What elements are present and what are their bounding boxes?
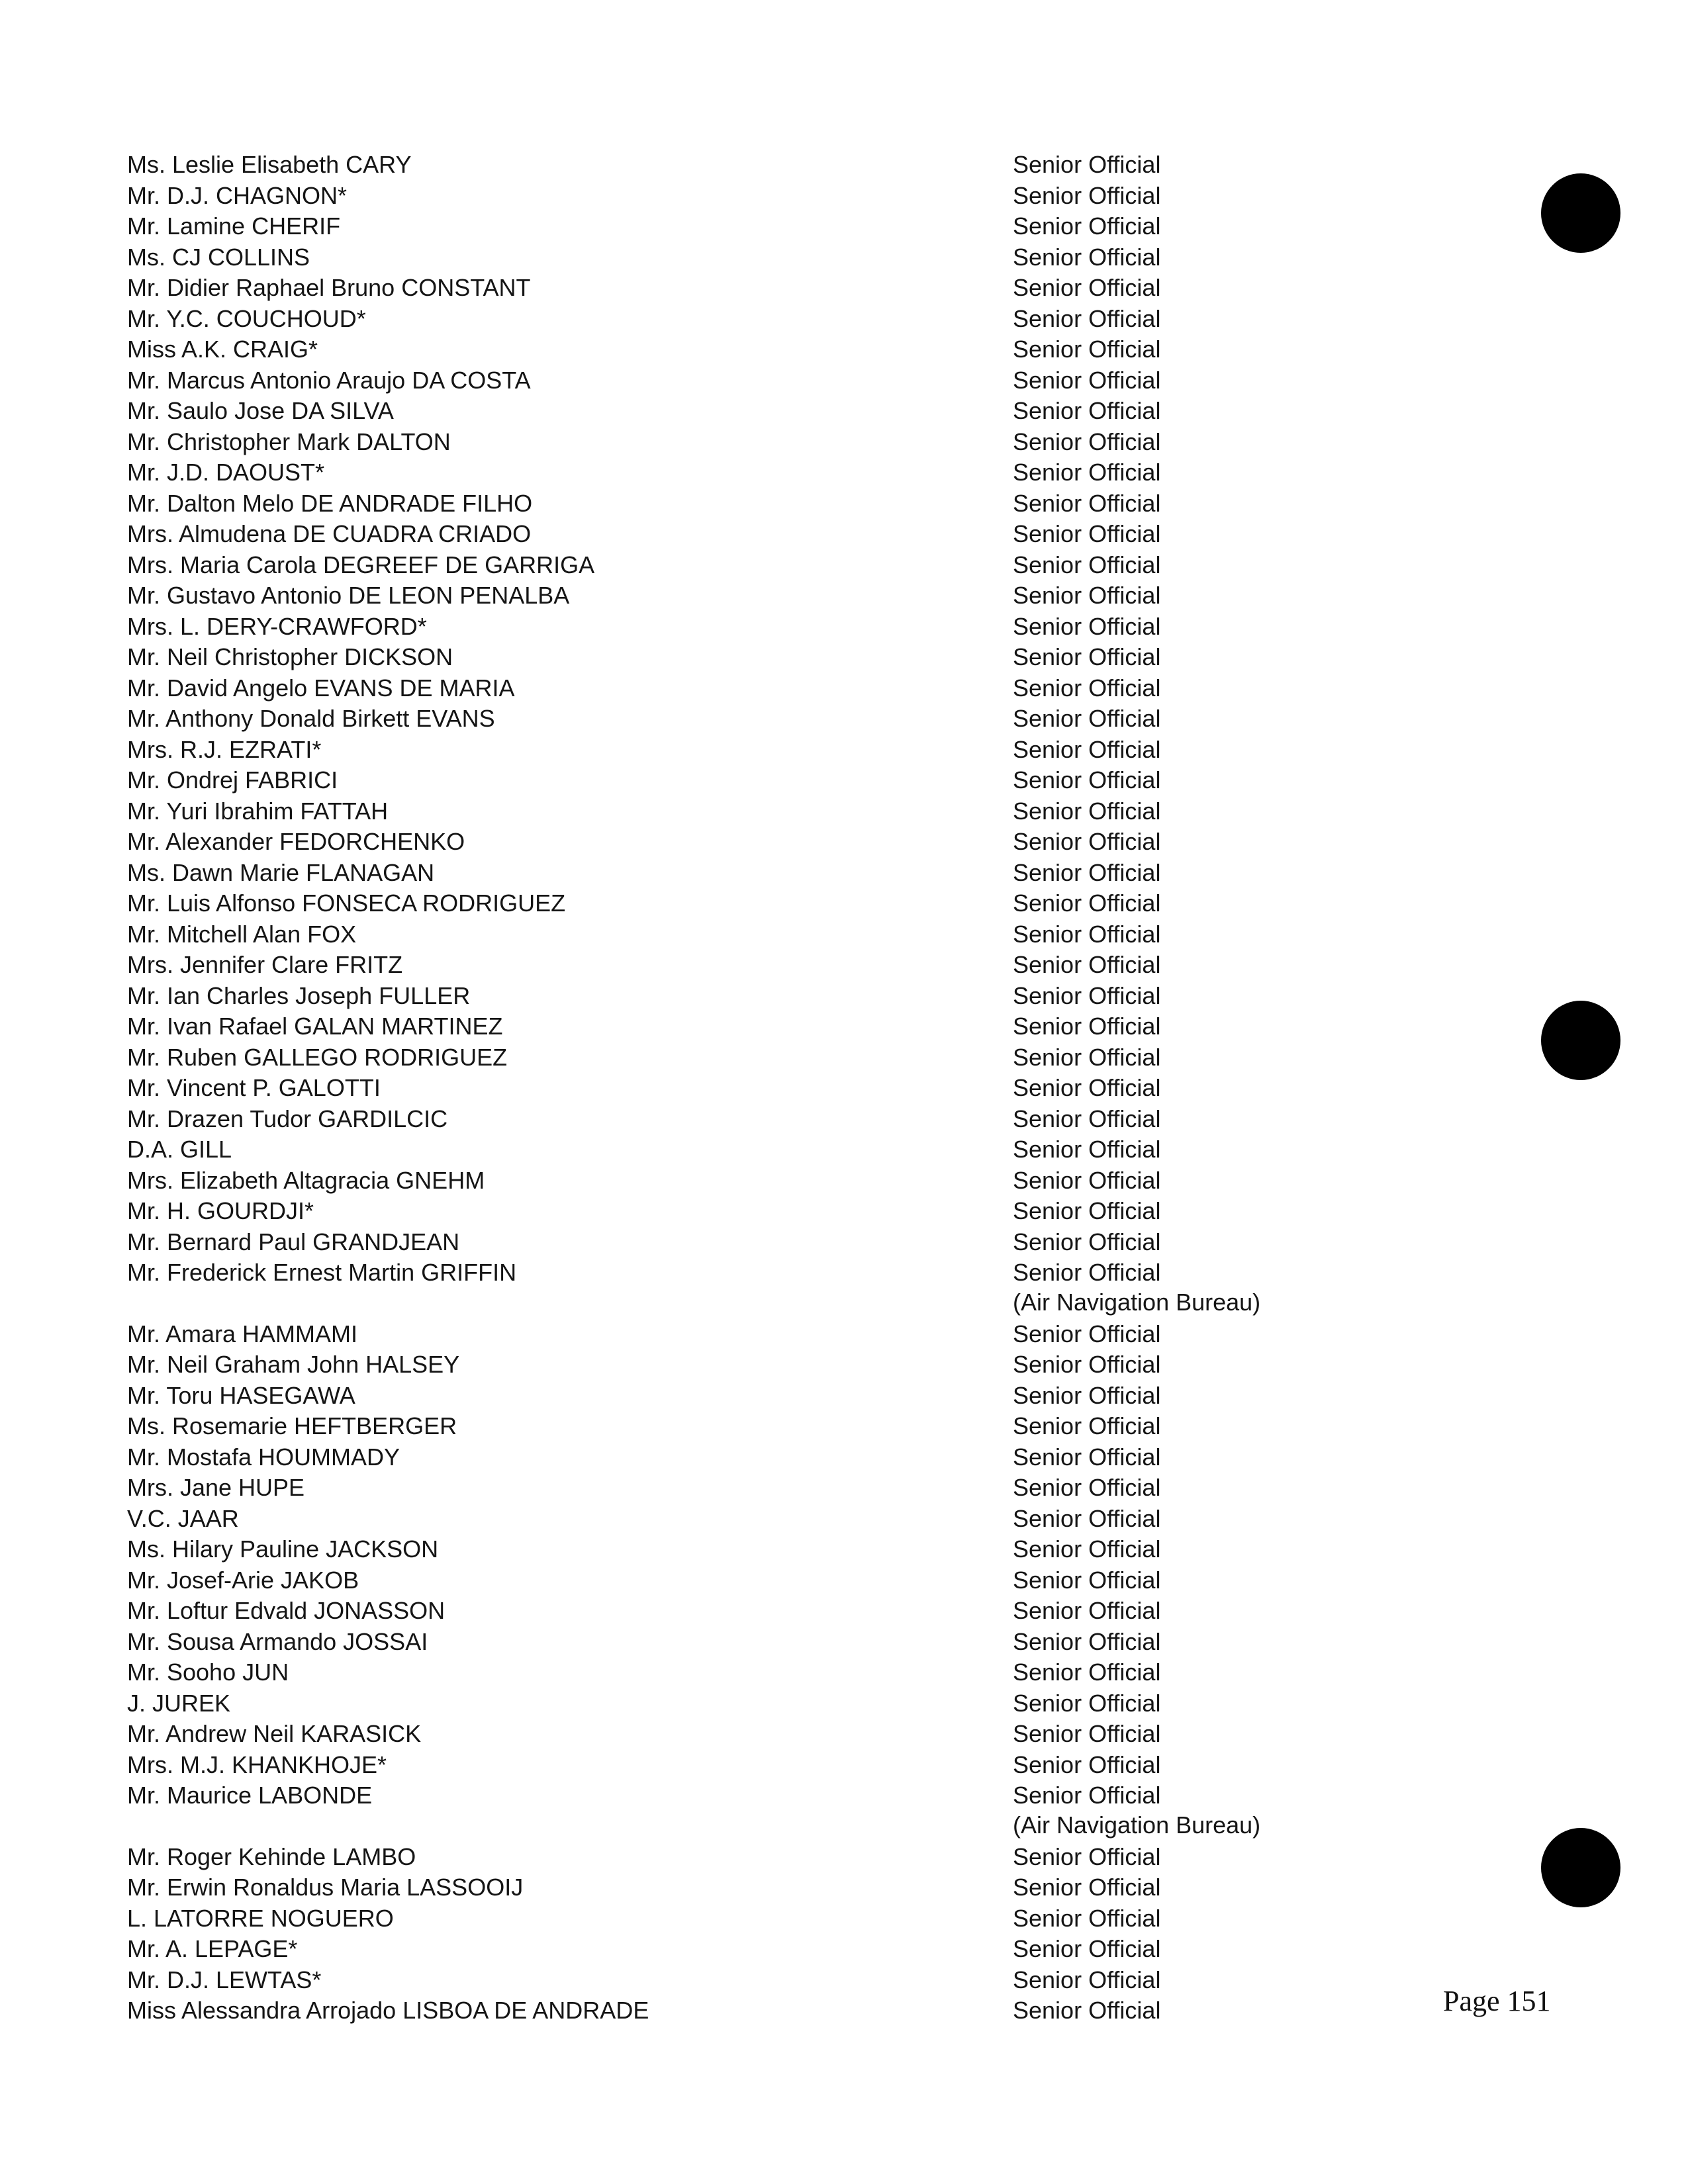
position-title: [1013, 1750, 1160, 1781]
position-title: [1013, 580, 1160, 612]
position-title-text: Senior Official: [1013, 1320, 1161, 1347]
person-name: Mr. Ruben GALLEGO RODRIGUEZ: [127, 1043, 508, 1071]
list-item: [127, 181, 1305, 212]
staff-list: [127, 150, 1305, 2026]
list-item: [127, 1442, 1305, 1473]
position-department: (Air Navigation Bureau): [1013, 1288, 1261, 1316]
position-title: [1013, 550, 1160, 581]
position-title: [1013, 1934, 1160, 1965]
list-item: [127, 1872, 1305, 1903]
person-name: Mr. Sooho JUN: [127, 1659, 289, 1686]
list-item: [127, 1196, 1305, 1227]
position-title-text: Senior Official: [1013, 1043, 1161, 1071]
list-item: [127, 488, 1305, 520]
list-item: [127, 1534, 1305, 1565]
person-name: Mr. Yuri Ibrahim FATTAH: [127, 797, 389, 825]
position-title-text: Senior Official: [1013, 1105, 1161, 1132]
person-name: Mr. D.J. CHAGNON*: [127, 181, 348, 209]
position-title-text: Senior Official: [1013, 1874, 1161, 1901]
list-item: [127, 1257, 1305, 1319]
position-title: [1013, 1872, 1160, 1903]
position-title: [1013, 765, 1160, 796]
list-item: [127, 396, 1305, 427]
position-title-text: Senior Official: [1013, 920, 1161, 948]
person-name: Mr. Mitchell Alan FOX: [127, 920, 357, 948]
position-title-text: Senior Official: [1013, 797, 1161, 825]
position-title-text: Senior Official: [1013, 1966, 1161, 1993]
person-name: Mrs. R.J. EZRATI*: [127, 735, 322, 763]
position-title: [1013, 181, 1160, 212]
list-item: [127, 1473, 1305, 1504]
position-title-text: Senior Official: [1013, 1504, 1161, 1532]
position-title-text: Senior Official: [1013, 1751, 1161, 1778]
list-item: [127, 1042, 1305, 1073]
person-name: Mrs. Jane HUPE: [127, 1474, 305, 1501]
list-item: [127, 858, 1305, 889]
position-title: [1013, 1780, 1260, 1842]
position-title: [1013, 334, 1160, 365]
person-name: Mr. Andrew Neil KARASICK: [127, 1720, 422, 1747]
position-title: [1013, 919, 1160, 950]
position-title-text: Senior Official: [1013, 336, 1161, 363]
person-name: Mr. Drazen Tudor GARDILCIC: [127, 1105, 448, 1132]
list-item: [127, 1965, 1305, 1996]
position-title-text: Senior Official: [1013, 981, 1161, 1009]
position-title-text: Senior Official: [1013, 1689, 1161, 1717]
list-item: [127, 1011, 1305, 1042]
position-title: [1013, 1995, 1160, 2026]
position-title: [1013, 488, 1160, 520]
position-title-text: Senior Official: [1013, 735, 1161, 763]
position-title: [1013, 1073, 1160, 1104]
position-title-text: Senior Official: [1013, 489, 1161, 517]
list-item: [127, 457, 1305, 488]
person-name: Mr. Dalton Melo DE ANDRADE FILHO: [127, 489, 533, 517]
person-name: Mr. Alexander FEDORCHENKO: [127, 828, 465, 855]
list-item: [127, 1934, 1305, 1965]
list-item: [127, 427, 1305, 458]
position-title: [1013, 1504, 1160, 1535]
position-title-text: Senior Official: [1013, 705, 1161, 732]
position-title: [1013, 1596, 1160, 1627]
position-title-text: Senior Official: [1013, 1259, 1161, 1286]
list-item: [127, 365, 1305, 396]
list-item: [127, 1134, 1305, 1165]
position-title-text: Senior Official: [1013, 951, 1161, 978]
list-item: [127, 1349, 1305, 1381]
position-title: [1013, 1965, 1160, 1996]
position-title-text: Senior Official: [1013, 1843, 1161, 1870]
list-item: [127, 334, 1305, 365]
person-name: Mr. Lamine CHERIF: [127, 212, 341, 240]
position-title-text: Senior Official: [1013, 274, 1161, 301]
position-title-text: Senior Official: [1013, 212, 1161, 240]
list-item: [127, 1688, 1305, 1719]
person-name: Mr. D.J. LEWTAS*: [127, 1966, 322, 1993]
person-name: D.A. GILL: [127, 1136, 232, 1163]
list-item: [127, 550, 1305, 581]
position-title-text: Senior Official: [1013, 1412, 1161, 1439]
position-title: [1013, 1349, 1160, 1381]
list-item: [127, 1411, 1305, 1442]
position-title-text: Senior Official: [1013, 397, 1161, 424]
position-title-text: Senior Official: [1013, 858, 1161, 886]
person-name: Miss Alessandra Arrojado LISBOA DE ANDRADE: [127, 1997, 649, 2024]
position-title: [1013, 888, 1160, 919]
binder-hole-top: [1541, 173, 1620, 253]
list-item: [127, 1504, 1305, 1535]
person-name: Mr. Neil Graham John HALSEY: [127, 1351, 460, 1378]
position-title-text: Senior Official: [1013, 181, 1161, 209]
person-name: Mrs. Elizabeth Altagracia GNEHM: [127, 1166, 485, 1194]
position-title: [1013, 1442, 1160, 1473]
position-title: [1013, 827, 1160, 858]
position-title-text: Senior Official: [1013, 1136, 1161, 1163]
list-item: [127, 704, 1305, 735]
list-item: [127, 642, 1305, 673]
position-title: [1013, 1903, 1160, 1934]
position-title-text: Senior Official: [1013, 1228, 1161, 1255]
person-name: Ms. CJ COLLINS: [127, 243, 310, 271]
list-item: [127, 1657, 1305, 1688]
position-title: [1013, 950, 1160, 981]
list-item: [127, 1381, 1305, 1412]
person-name: Mrs. Maria Carola DEGREEF DE GARRIGA: [127, 551, 595, 578]
position-title: [1013, 704, 1160, 735]
person-name: J. JUREK: [127, 1689, 231, 1717]
position-title-text: Senior Official: [1013, 828, 1161, 855]
position-title-text: Senior Official: [1013, 1535, 1161, 1563]
position-title: [1013, 273, 1160, 304]
person-name: Mr. Marcus Antonio Araujo DA COSTA: [127, 366, 531, 394]
person-name: Mrs. M.J. KHANKHOJE*: [127, 1751, 387, 1778]
position-title: [1013, 427, 1160, 458]
position-title: [1013, 1381, 1160, 1412]
position-title-text: Senior Official: [1013, 1443, 1161, 1471]
list-item: [127, 150, 1305, 181]
position-title: [1013, 1257, 1260, 1319]
person-name: Mrs. L. DERY-CRAWFORD*: [127, 612, 427, 640]
position-title: [1013, 1657, 1160, 1688]
list-item: [127, 1319, 1305, 1350]
position-title-text: Senior Official: [1013, 1381, 1161, 1409]
position-title-text: Senior Official: [1013, 151, 1161, 178]
position-title: [1013, 1196, 1160, 1227]
person-name: V.C. JAAR: [127, 1504, 239, 1532]
list-item: [127, 673, 1305, 704]
position-title-text: Senior Official: [1013, 1566, 1161, 1594]
person-name: Mr. Vincent P. GALOTTI: [127, 1074, 381, 1101]
person-name: Mr. Christopher Mark DALTON: [127, 428, 451, 455]
person-name: Ms. Rosemarie HEFTBERGER: [127, 1412, 457, 1439]
position-title: [1013, 519, 1160, 550]
list-item: [127, 888, 1305, 919]
person-name: Mr. Ondrej FABRICI: [127, 766, 338, 794]
position-title-text: Senior Official: [1013, 1474, 1161, 1501]
list-item: [127, 735, 1305, 766]
position-title: [1013, 1627, 1160, 1658]
position-title-text: Senior Official: [1013, 243, 1161, 271]
list-item: [127, 1903, 1305, 1934]
position-title-text: Senior Official: [1013, 366, 1161, 394]
person-name: Ms. Leslie Elisabeth CARY: [127, 151, 412, 178]
position-title: [1013, 735, 1160, 766]
position-title-text: Senior Official: [1013, 551, 1161, 578]
position-title: [1013, 457, 1160, 488]
person-name: Mr. Saulo Jose DA SILVA: [127, 397, 394, 424]
position-title-text: Senior Official: [1013, 1197, 1161, 1224]
position-title-text: Senior Official: [1013, 1166, 1161, 1194]
position-title: [1013, 981, 1160, 1012]
list-item: [127, 1750, 1305, 1781]
position-title: [1013, 1842, 1160, 1873]
binder-hole-middle: [1541, 1001, 1620, 1080]
list-item: [127, 981, 1305, 1012]
position-title-text: Senior Official: [1013, 1935, 1161, 1962]
position-title-text: Senior Official: [1013, 889, 1161, 917]
position-title: [1013, 1473, 1160, 1504]
person-name: Mr. Y.C. COUCHOUD*: [127, 304, 366, 332]
person-name: Mr. H. GOURDJI*: [127, 1197, 314, 1224]
person-name: Mrs. Jennifer Clare FRITZ: [127, 951, 403, 978]
position-title: [1013, 1319, 1160, 1350]
position-title: [1013, 242, 1160, 273]
position-title: [1013, 365, 1160, 396]
page-number: Page 151: [1443, 1985, 1551, 2017]
position-title: [1013, 1104, 1160, 1135]
person-name: Mr. Sousa Armando JOSSAI: [127, 1627, 428, 1655]
person-name: Mr. Ian Charles Joseph FULLER: [127, 981, 471, 1009]
person-name: Mr. Frederick Ernest Martin GRIFFIN: [127, 1259, 517, 1286]
list-item: [127, 950, 1305, 981]
position-title: [1013, 612, 1160, 643]
person-name: Ms. Dawn Marie FLANAGAN: [127, 858, 435, 886]
position-title-text: Senior Official: [1013, 459, 1161, 486]
person-name: Mr. Toru HASEGAWA: [127, 1381, 355, 1409]
list-item: [127, 796, 1305, 827]
position-title: [1013, 1534, 1160, 1565]
position-title-text: Senior Official: [1013, 1720, 1161, 1747]
person-name: Mr. David Angelo EVANS DE MARIA: [127, 674, 515, 702]
list-item: [127, 1596, 1305, 1627]
position-title-text: Senior Official: [1013, 428, 1161, 455]
person-name: Mr. Ivan Rafael GALAN MARTINEZ: [127, 1013, 503, 1040]
person-name: Mr. J.D. DAOUST*: [127, 459, 325, 486]
list-item: [127, 273, 1305, 304]
person-name: Mr. Amara HAMMAMI: [127, 1320, 358, 1347]
position-title: [1013, 1227, 1160, 1258]
person-name: Mr. Mostafa HOUMMADY: [127, 1443, 400, 1471]
list-item: [127, 1780, 1305, 1842]
position-title-text: Senior Official: [1013, 1782, 1161, 1809]
position-title: [1013, 858, 1160, 889]
person-name: L. LATORRE NOGUERO: [127, 1904, 394, 1932]
position-title-text: Senior Official: [1013, 304, 1161, 332]
position-title-text: Senior Official: [1013, 643, 1161, 670]
list-item: [127, 211, 1305, 242]
person-name: Mr. Erwin Ronaldus Maria LASSOOIJ: [127, 1874, 524, 1901]
list-item: [127, 827, 1305, 858]
position-title: [1013, 1411, 1160, 1442]
list-item: [127, 612, 1305, 643]
list-item: [127, 919, 1305, 950]
position-title-text: Senior Official: [1013, 1074, 1161, 1101]
position-title-text: Senior Official: [1013, 612, 1161, 640]
list-item: [127, 1995, 1305, 2026]
person-name: Mr. Loftur Edvald JONASSON: [127, 1597, 445, 1624]
position-title-text: Senior Official: [1013, 766, 1161, 794]
position-title: [1013, 673, 1160, 704]
position-title-text: Senior Official: [1013, 1904, 1161, 1932]
position-title: [1013, 396, 1160, 427]
person-name: Mr. Roger Kehinde LAMBO: [127, 1843, 416, 1870]
position-title: [1013, 1565, 1160, 1596]
list-item: [127, 519, 1305, 550]
position-department: (Air Navigation Bureau): [1013, 1811, 1261, 1839]
list-item: [127, 1719, 1305, 1750]
position-title: [1013, 1165, 1160, 1197]
position-title-text: Senior Official: [1013, 1597, 1161, 1624]
position-title: [1013, 642, 1160, 673]
position-title: [1013, 1134, 1160, 1165]
position-title: [1013, 1042, 1160, 1073]
position-title-text: Senior Official: [1013, 1997, 1161, 2024]
position-title: [1013, 304, 1160, 335]
person-name: Mrs. Almudena DE CUADRA CRIADO: [127, 520, 532, 547]
list-item: [127, 1104, 1305, 1135]
binder-hole-bottom: [1541, 1828, 1620, 1907]
list-item: [127, 242, 1305, 273]
position-title-text: Senior Official: [1013, 1627, 1161, 1655]
person-name: Mr. Neil Christopher DICKSON: [127, 643, 453, 670]
person-name: Miss A.K. CRAIG*: [127, 336, 318, 363]
list-item: [127, 580, 1305, 612]
position-title: [1013, 211, 1160, 242]
list-item: [127, 1227, 1305, 1258]
list-item: [127, 1165, 1305, 1197]
list-item: [127, 304, 1305, 335]
position-title-text: Senior Official: [1013, 1659, 1161, 1686]
list-item: [127, 1565, 1305, 1596]
position-title-text: Senior Official: [1013, 1013, 1161, 1040]
person-name: Mr. Luis Alfonso FONSECA RODRIGUEZ: [127, 889, 566, 917]
position-title-text: Senior Official: [1013, 582, 1161, 609]
position-title-text: Senior Official: [1013, 674, 1161, 702]
position-title: [1013, 1688, 1160, 1719]
person-name: Mr. A. LEPAGE*: [127, 1935, 298, 1962]
position-title-text: Senior Official: [1013, 520, 1161, 547]
position-title: [1013, 150, 1160, 181]
list-item: [127, 765, 1305, 796]
person-name: Mr. Gustavo Antonio DE LEON PENALBA: [127, 582, 570, 609]
position-title: [1013, 1011, 1160, 1042]
list-item: [127, 1073, 1305, 1104]
position-title: [1013, 1719, 1160, 1750]
position-title-text: Senior Official: [1013, 1351, 1161, 1378]
person-name: Mr. Didier Raphael Bruno CONSTANT: [127, 274, 531, 301]
person-name: Ms. Hilary Pauline JACKSON: [127, 1535, 439, 1563]
person-name: Mr. Bernard Paul GRANDJEAN: [127, 1228, 460, 1255]
person-name: Mr. Josef-Arie JAKOB: [127, 1566, 359, 1594]
person-name: Mr. Anthony Donald Birkett EVANS: [127, 705, 495, 732]
list-item: [127, 1627, 1305, 1658]
list-item: [127, 1842, 1305, 1873]
position-title: [1013, 796, 1160, 827]
person-name: Mr. Maurice LABONDE: [127, 1782, 373, 1809]
